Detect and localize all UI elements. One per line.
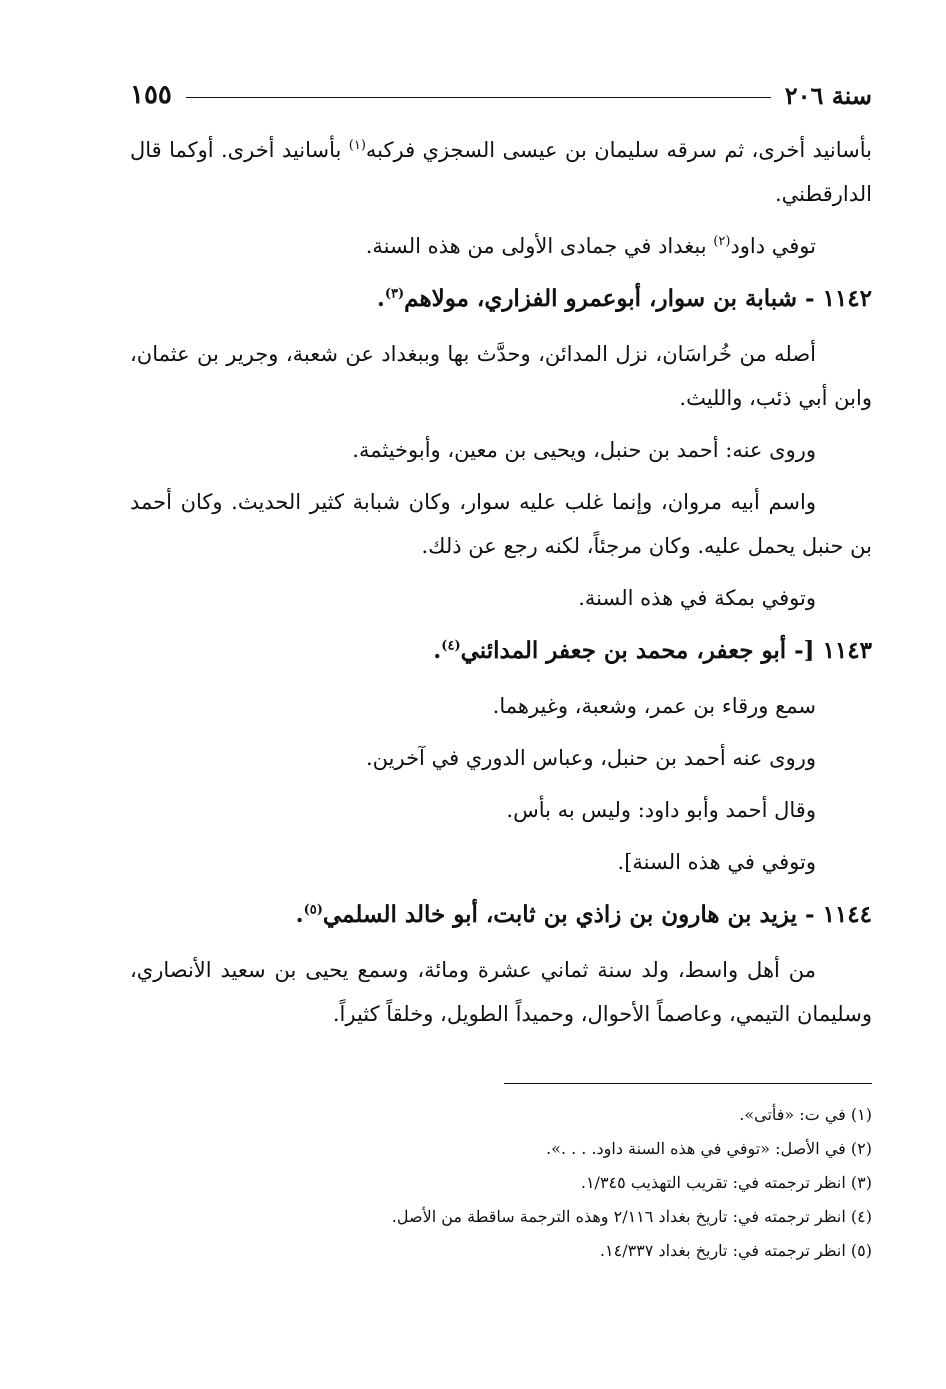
footnote-divider [504,1083,872,1084]
footnote: (٢) في الأصل: «توفي في هذه السنة داود. . . .». [546,1139,872,1158]
paragraph: من أهل واسط، ولد سنة ثماني عشرة ومائة، وسمع يحيى بن سعيد الأنصاري، وسليمان التيمي، وعاصماً الأحوال، وحميداً الطويل، وخلقاً كثيراً. [130,958,872,1026]
paragraph-text: توفي داود [730,234,816,258]
footnote: (٣) انظر ترجمته في: تقريب التهذيب ١/٣٤٥. [580,1173,872,1192]
paragraph: وقال أحمد وأبو داود: وليس به بأس. [506,798,816,822]
paragraph: واسم أبيه مروان، وإنما غلب عليه سوار، وكان شبابة كثير الحديث. وكان أحمد بن حنبل يحمل عليه. وكان مرجئاً، لكنه رجع عن ذلك. [130,490,872,558]
footnote: (٥) انظر ترجمته في: تاريخ بغداد ١٤/٣٣٧. [599,1241,872,1260]
entry-heading-end: . [376,285,385,312]
footnote-ref: (٣) [384,286,405,302]
paragraph [130,224,872,268]
entry-heading-text: ١١٤٣ [- أبو جعفر، محمد بن جعفر المدائني [460,637,872,664]
entry-heading [130,276,872,322]
footnote: (١) في ت: «فأتى». [739,1105,872,1124]
paragraph [130,128,872,216]
footnotes [130,1100,872,1270]
entry-heading [130,628,872,674]
paragraph-text: بأسانيد أخرى. أوكما قال الدارقطني. [130,138,872,206]
footnote-ref: (٢) [713,234,731,249]
page-number: ١٥٥ [130,80,172,110]
footnote: (٤) انظر ترجمته في: تاريخ بغداد ٢/١١٦ وهذه الترجمة ساقطة من الأصل. [391,1207,872,1226]
paragraph: وروى عنه أحمد بن حنبل، وعباس الدوري في آخرين. [365,746,816,770]
header-rule [186,97,771,98]
paragraph: وتوفي بمكة في هذه السنة. [578,586,816,610]
entry-heading-end: . [433,637,442,664]
page-header [130,78,872,112]
paragraph: وتوفي في هذه السنة]. [617,850,816,874]
paragraph-text: ببغداد في جمادى الأولى من هذه السنة. [365,234,714,258]
running-title: سنة ٢٠٦ [784,80,872,110]
footnote-ref: (٥) [303,902,323,918]
paragraph: سمع ورقاء بن عمر، وشعبة، وغيرهما. [492,694,816,718]
entry-heading-text: ١١٤٤ - يزيد بن هارون بن زاذي بن ثابت، أبو خالد السلمي [322,901,872,928]
entry-heading [130,892,872,938]
footnote-ref: (٤) [441,638,461,654]
main-text [130,128,872,1044]
paragraph: وروى عنه: أحمد بن حنبل، ويحيى بن معين، وأبوخيثمة. [352,438,816,462]
footnote-ref: (١) [348,138,366,153]
paragraph: أصله من خُراسَان، نزل المدائن، وحدَّث بها وببغداد عن شعبة، وجرير بن عثمان، وابن أبي ذئب، والليث. [130,342,872,410]
paragraph-text: بأسانيد أخرى، ثم سرقه سليمان بن عيسى السجزي فركبه [365,138,872,162]
entry-heading-text: ١١٤٢ - شبابة بن سوار، أبوعمرو الفزاري، مولاهم [404,285,872,312]
entry-heading-end: . [295,901,304,928]
